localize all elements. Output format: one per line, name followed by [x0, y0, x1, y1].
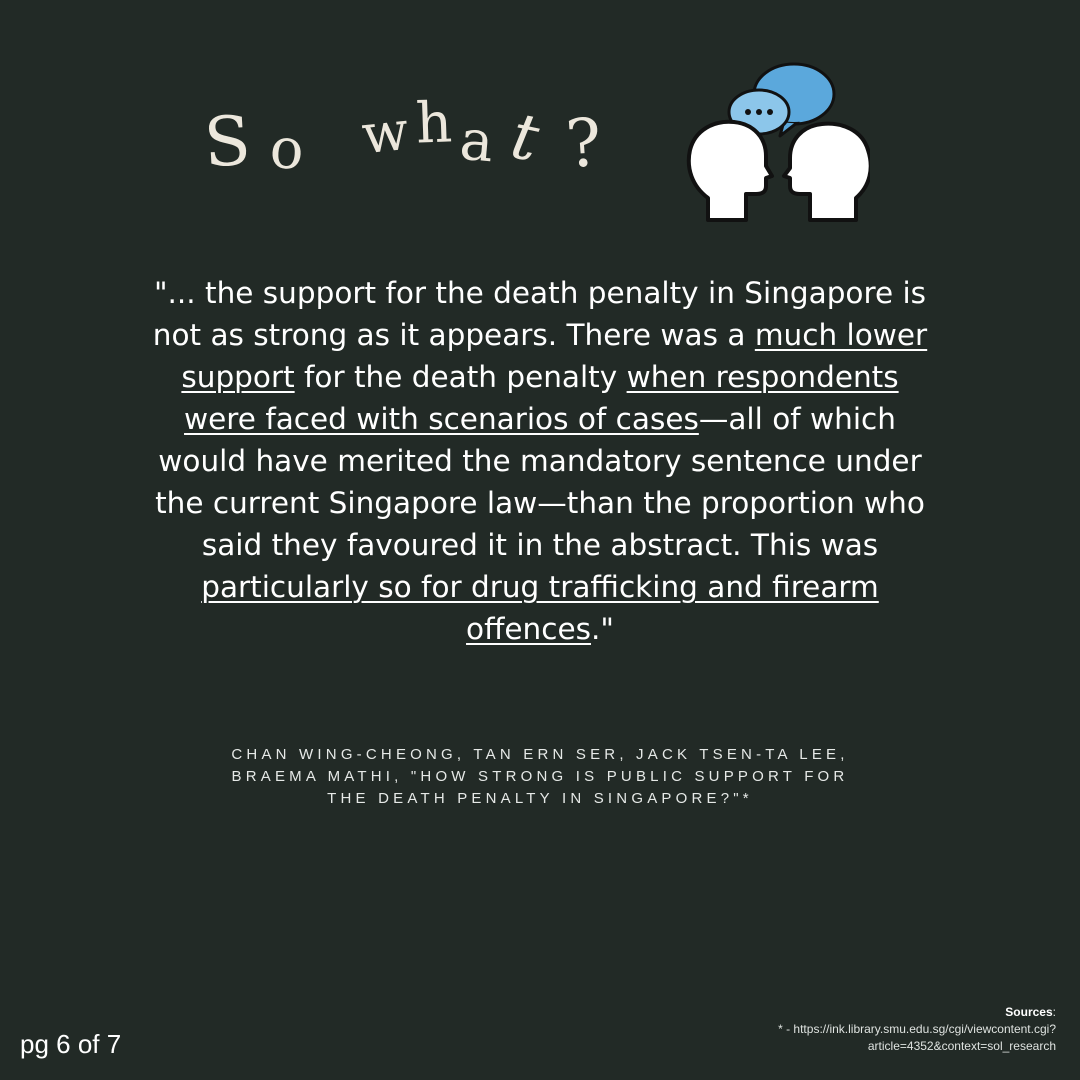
quote-text	[150, 272, 930, 650]
sources-block	[636, 1004, 1056, 1055]
citation	[150, 744, 930, 810]
left-head-icon	[689, 122, 772, 220]
title-letter: ?	[563, 103, 605, 184]
two-heads-talking-icon	[680, 58, 870, 228]
quote-part: for the death penalty	[294, 360, 627, 394]
quote-emphasis: when respondents were faced with scenarios of cases	[184, 360, 899, 436]
title-letter: w	[358, 98, 412, 167]
sources-label: Sources	[1005, 1005, 1053, 1019]
quote-part: —all of which would have merited the mandatory sentence under the current Singapore law—than the proportion who said they favoured it in the abstract. This was	[155, 402, 925, 562]
title-letter: S	[201, 101, 253, 184]
citation-line: BRAEMA MATHI, "HOW STRONG IS PUBLIC SUPPORT FOR	[231, 768, 849, 785]
source-link[interactable]: * - https://ink.library.smu.edu.sg/cgi/viewcontent.cgi?	[778, 1022, 1056, 1036]
sources-heading	[636, 1004, 1056, 1021]
quote-emphasis: much lower support	[181, 318, 928, 394]
page-title	[201, 90, 644, 205]
title-letter: o	[267, 115, 306, 184]
conversation-illustration	[680, 58, 870, 228]
title-letter: a	[457, 107, 497, 176]
quote-part: "... the support for the death penalty in Singapore is not as strong as it appears. There was a	[152, 276, 927, 352]
title-letter: h	[414, 90, 454, 157]
page-indicator: pg 6 of 7	[20, 1029, 122, 1059]
quote-emphasis: particularly so for drug trafficking and firearm offences	[201, 570, 879, 646]
right-head-icon	[784, 124, 870, 220]
source-link[interactable]: article=4352&context=sol_research	[867, 1039, 1056, 1053]
sources-colon: :	[1052, 1005, 1056, 1019]
quote-part: ."	[591, 612, 614, 646]
citation-line: THE DEATH PENALTY IN SINGAPORE?"*	[327, 790, 753, 807]
title-letter: t	[498, 100, 552, 176]
citation-line: CHAN WING-CHEONG, TAN ERN SER, JACK TSEN-TA LEE,	[231, 746, 849, 763]
